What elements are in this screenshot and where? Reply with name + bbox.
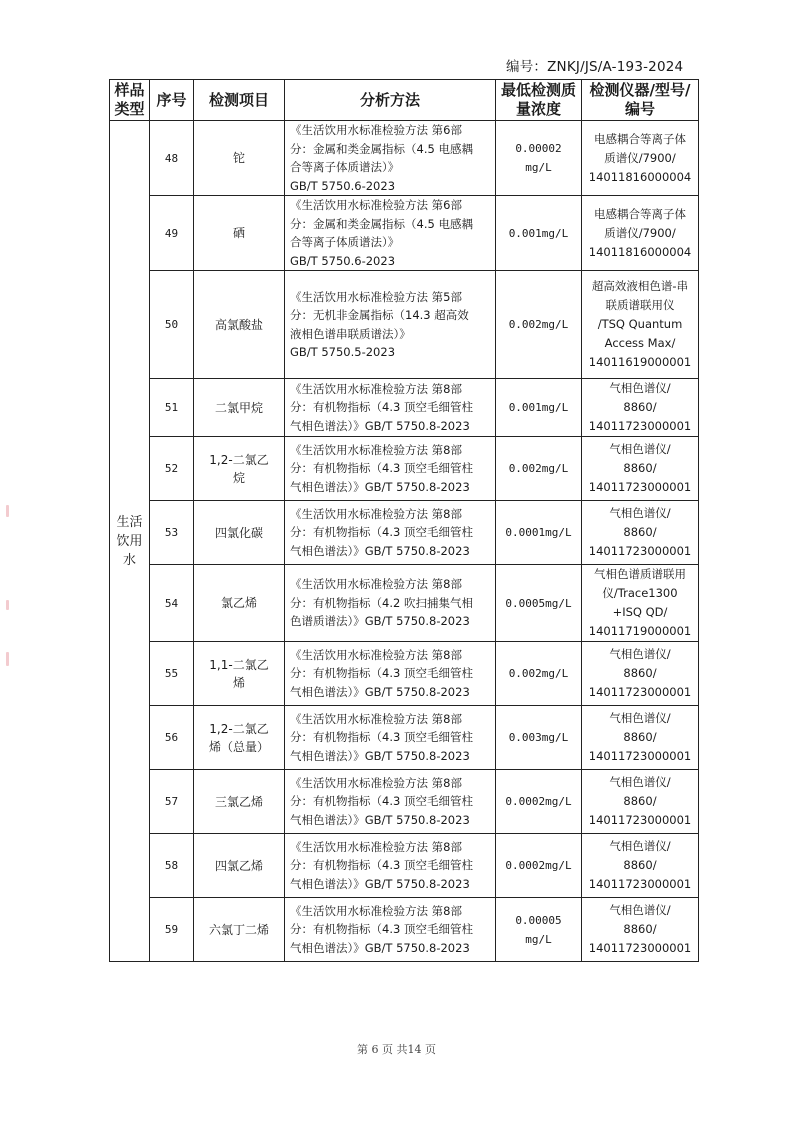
instrument-line: 8860/: [623, 730, 657, 744]
seq-cell: 54: [150, 565, 194, 642]
method-line: 分：无机非金属指标（14.3 超高效: [290, 308, 469, 322]
item-cell: [194, 271, 285, 379]
instrument-cell: [582, 834, 699, 898]
limit-line: mg/L: [525, 161, 552, 174]
instrument-line: 14011723000001: [588, 544, 692, 558]
instrument-line: 气相色谱仪/: [609, 903, 671, 917]
seq-cell: 53: [150, 501, 194, 565]
table-row: [110, 706, 699, 770]
method-cell: [285, 770, 496, 834]
limit-cell: [496, 379, 582, 437]
instrument-cell: [582, 642, 699, 706]
method-line: 《生活饮用水标准检验方法 第8部: [290, 506, 462, 521]
method-line: 分：金属和类金属指标（4.5 电感耦: [290, 141, 473, 156]
item-line: 二氯甲烷: [214, 400, 263, 415]
method-line: GB/T 5750.6-2023: [290, 253, 396, 268]
instrument-line: 气相色谱仪/: [609, 775, 671, 789]
item-line: 硒: [232, 226, 245, 240]
method-cell: [285, 501, 496, 565]
method-line: 《生活饮用水标准检验方法 第6部: [290, 198, 462, 212]
limit-cell: [496, 642, 582, 706]
seq-cell: 49: [150, 196, 194, 271]
item-line: 烯（总量）: [208, 739, 269, 754]
method-line: 气相色谱法）》GB/T 5750.8-2023: [290, 479, 470, 494]
item-line: 氯乙烯: [220, 596, 257, 610]
document-number: 编号：ZNKJ/JS/A-193-2024: [506, 59, 684, 75]
sample-type-cell: 生活饮用水: [110, 121, 150, 962]
method-cell: [285, 379, 496, 437]
item-line: 三氯乙烯: [214, 794, 263, 809]
table-row: [110, 565, 699, 642]
method-line: 色谱质谱法）》GB/T 5750.8-2023: [290, 614, 470, 629]
item-cell: [194, 898, 285, 962]
table-row: [110, 501, 699, 565]
limit-cell: [496, 271, 582, 379]
instrument-line: 超高效液相色谱-串: [591, 279, 689, 293]
instrument-line: 气相色谱仪/: [609, 711, 671, 725]
table-row: [110, 271, 699, 379]
limit-cell: [496, 196, 582, 271]
instrument-line: 8860/: [623, 922, 657, 936]
limit-cell: [496, 706, 582, 770]
limit-line: 0.002mg/L: [508, 318, 569, 331]
header-seq: 序号: [150, 80, 194, 121]
limit-line: 0.001mg/L: [508, 401, 569, 414]
instrument-line: 气相色谱仪/: [609, 647, 671, 661]
test-method-table: [109, 79, 699, 962]
method-line: 分：金属和类金属指标（4.5 电感耦: [290, 216, 473, 231]
method-line: 《生活饮用水标准检验方法 第8部: [290, 577, 462, 592]
method-line: 分：有机物指标（4.3 顶空毛细管柱: [290, 461, 473, 476]
instrument-line: 14011723000001: [588, 813, 692, 827]
method-line: 液相色谱串联质谱法）》: [290, 326, 411, 341]
edge-stamp-mark: [6, 505, 9, 517]
page-footer: 第 6 页 共14 页: [357, 1043, 436, 1056]
method-line: GB/T 5750.5-2023: [290, 345, 396, 359]
item-line: 烷: [232, 470, 245, 485]
limit-line: 0.00005: [515, 913, 562, 927]
header-sample-type: 样品类型: [110, 80, 150, 121]
method-line: 合等离子体质谱法）》: [290, 160, 400, 174]
method-line: 分：有机物指标（4.3 顶空毛细管柱: [290, 858, 473, 873]
method-cell: [285, 642, 496, 706]
instrument-cell: [582, 271, 699, 379]
seq-cell: 59: [150, 898, 194, 962]
instrument-line: 8860/: [623, 461, 657, 475]
item-cell: [194, 565, 285, 642]
instrument-line: 14011723000001: [588, 685, 692, 699]
seq-cell: 58: [150, 834, 194, 898]
instrument-cell: [582, 898, 699, 962]
instrument-line: 8860/: [623, 525, 657, 539]
table-row: [110, 121, 699, 196]
item-cell: [194, 706, 285, 770]
method-cell: [285, 437, 496, 501]
instrument-line: 质谱仪/7900/: [604, 225, 676, 240]
method-line: 《生活饮用水标准检验方法 第6部: [290, 123, 462, 137]
method-line: 《生活饮用水标准检验方法 第8部: [290, 381, 462, 396]
table-header-row: [110, 80, 699, 121]
limit-line: 0.0002mg/L: [505, 795, 572, 808]
limit-cell: [496, 770, 582, 834]
table-row: [110, 898, 699, 962]
limit-cell: [496, 121, 582, 196]
table-row: [110, 437, 699, 501]
item-line: 1,2-二氯乙: [209, 452, 269, 467]
method-cell: [285, 565, 496, 642]
item-cell: [194, 196, 285, 271]
header-method: 分析方法: [285, 80, 496, 121]
header-instrument: 检测仪器/型号/编号: [582, 80, 699, 121]
instrument-line: 气相色谱仪/: [609, 506, 671, 520]
item-line: 烯: [232, 675, 245, 690]
limit-line: 0.0005mg/L: [505, 596, 572, 610]
limit-cell: [496, 437, 582, 501]
method-line: 气相色谱法）》GB/T 5750.8-2023: [290, 543, 470, 558]
seq-cell: 56: [150, 706, 194, 770]
table-row: [110, 834, 699, 898]
instrument-cell: [582, 196, 699, 271]
method-line: 《生活饮用水标准检验方法 第8部: [290, 903, 462, 918]
instrument-line: 电感耦合等离子体: [594, 131, 686, 146]
instrument-line: 8860/: [623, 400, 657, 414]
limit-line: 0.002mg/L: [508, 667, 569, 680]
method-cell: [285, 271, 496, 379]
method-cell: [285, 898, 496, 962]
instrument-line: 8860/: [623, 666, 657, 680]
edge-stamp-mark: [6, 652, 9, 666]
item-line: 六氯丁二烯: [208, 922, 269, 937]
instrument-cell: [582, 437, 699, 501]
instrument-line: 8860/: [623, 794, 657, 808]
method-line: 《生活饮用水标准检验方法 第8部: [290, 711, 462, 726]
table-row: [110, 196, 699, 271]
method-line: 《生活饮用水标准检验方法 第8部: [290, 647, 462, 662]
table-row: [110, 642, 699, 706]
limit-line: mg/L: [525, 932, 552, 946]
item-line: 1,2-二氯乙: [209, 721, 269, 736]
method-cell: [285, 121, 496, 196]
instrument-line: 仪/Trace1300: [602, 586, 678, 600]
instrument-line: 联质谱联用仪: [605, 298, 675, 312]
instrument-line: 14011723000001: [588, 941, 692, 955]
method-cell: [285, 834, 496, 898]
method-cell: [285, 196, 496, 271]
limit-line: 0.001mg/L: [508, 226, 569, 240]
method-line: 分：有机物指标（4.3 顶空毛细管柱: [290, 400, 473, 415]
method-line: GB/T 5750.6-2023: [290, 178, 396, 193]
table-row: [110, 379, 699, 437]
method-cell: [285, 706, 496, 770]
item-line: 铊: [232, 151, 245, 165]
limit-cell: [496, 898, 582, 962]
item-line: 四氯化碳: [214, 525, 263, 540]
item-cell: [194, 437, 285, 501]
method-line: 分：有机物指标（4.2 吹扫捕集气相: [290, 595, 473, 610]
header-limit: 最低检测质量浓度: [496, 80, 582, 121]
instrument-line: 电感耦合等离子体: [594, 206, 686, 221]
instrument-line: 14011723000001: [588, 419, 692, 433]
method-line: 气相色谱法）》GB/T 5750.8-2023: [290, 876, 470, 891]
edge-stamp-mark: [6, 600, 9, 610]
table-row: [110, 770, 699, 834]
method-line: 分：有机物指标（4.3 顶空毛细管柱: [290, 922, 473, 937]
instrument-line: 14011816000004: [588, 244, 692, 259]
seq-cell: 51: [150, 379, 194, 437]
limit-line: 0.00002: [515, 142, 562, 155]
method-line: 分：有机物指标（4.3 顶空毛细管柱: [290, 730, 473, 745]
instrument-line: +ISQ QD/: [612, 605, 668, 619]
method-line: 合等离子体质谱法）》: [290, 235, 400, 249]
instrument-cell: [582, 379, 699, 437]
limit-cell: [496, 565, 582, 642]
item-cell: [194, 642, 285, 706]
instrument-line: 气相色谱仪/: [609, 381, 671, 395]
method-line: 分：有机物指标（4.3 顶空毛细管柱: [290, 666, 473, 681]
instrument-line: 气相色谱仪/: [609, 442, 671, 456]
instrument-line: 14011723000001: [588, 877, 692, 891]
instrument-cell: [582, 770, 699, 834]
limit-line: 0.002mg/L: [508, 462, 569, 475]
limit-cell: [496, 501, 582, 565]
seq-cell: 52: [150, 437, 194, 501]
method-line: 气相色谱法）》GB/T 5750.8-2023: [290, 748, 470, 763]
method-line: 《生活饮用水标准检验方法 第8部: [290, 839, 462, 854]
instrument-line: 气相色谱质谱联用: [594, 567, 686, 581]
method-line: 气相色谱法）》GB/T 5750.8-2023: [290, 684, 470, 699]
limit-line: 0.0002mg/L: [505, 859, 572, 872]
seq-cell: 55: [150, 642, 194, 706]
instrument-line: 8860/: [623, 858, 657, 872]
instrument-line: Access Max/: [604, 336, 676, 350]
item-cell: [194, 121, 285, 196]
method-line: 《生活饮用水标准检验方法 第8部: [290, 442, 462, 457]
item-cell: [194, 834, 285, 898]
instrument-cell: [582, 121, 699, 196]
method-line: 《生活饮用水标准检验方法 第8部: [290, 775, 462, 790]
method-line: 分：有机物指标（4.3 顶空毛细管柱: [290, 794, 473, 809]
seq-cell: 50: [150, 271, 194, 379]
item-cell: [194, 501, 285, 565]
header-item: 检测项目: [194, 80, 285, 121]
item-cell: [194, 379, 285, 437]
method-line: 分：有机物指标（4.3 顶空毛细管柱: [290, 525, 473, 540]
instrument-cell: [582, 501, 699, 565]
limit-line: 0.0001mg/L: [505, 526, 572, 539]
item-line: 四氯乙烯: [214, 858, 263, 873]
method-line: 气相色谱法）》GB/T 5750.8-2023: [290, 418, 470, 433]
instrument-line: 14011719000001: [588, 624, 692, 638]
limit-line: 0.003mg/L: [508, 731, 569, 744]
instrument-line: /TSQ Quantum: [597, 317, 683, 331]
instrument-line: 14011816000004: [588, 169, 692, 184]
instrument-cell: [582, 706, 699, 770]
instrument-line: 14011723000001: [588, 749, 692, 763]
instrument-line: 14011723000001: [588, 480, 692, 494]
seq-cell: 57: [150, 770, 194, 834]
item-line: 1,1-二氯乙: [209, 657, 269, 672]
method-line: 气相色谱法）》GB/T 5750.8-2023: [290, 812, 470, 827]
method-line: 气相色谱法）》GB/T 5750.8-2023: [290, 940, 470, 955]
instrument-line: 质谱仪/7900/: [604, 150, 676, 165]
limit-cell: [496, 834, 582, 898]
method-line: 《生活饮用水标准检验方法 第5部: [290, 289, 462, 304]
item-cell: [194, 770, 285, 834]
instrument-line: 14011619000001: [588, 355, 692, 369]
instrument-line: 气相色谱仪/: [609, 839, 671, 853]
item-line: 高氯酸盐: [214, 317, 263, 332]
seq-cell: 48: [150, 121, 194, 196]
instrument-cell: [582, 565, 699, 642]
